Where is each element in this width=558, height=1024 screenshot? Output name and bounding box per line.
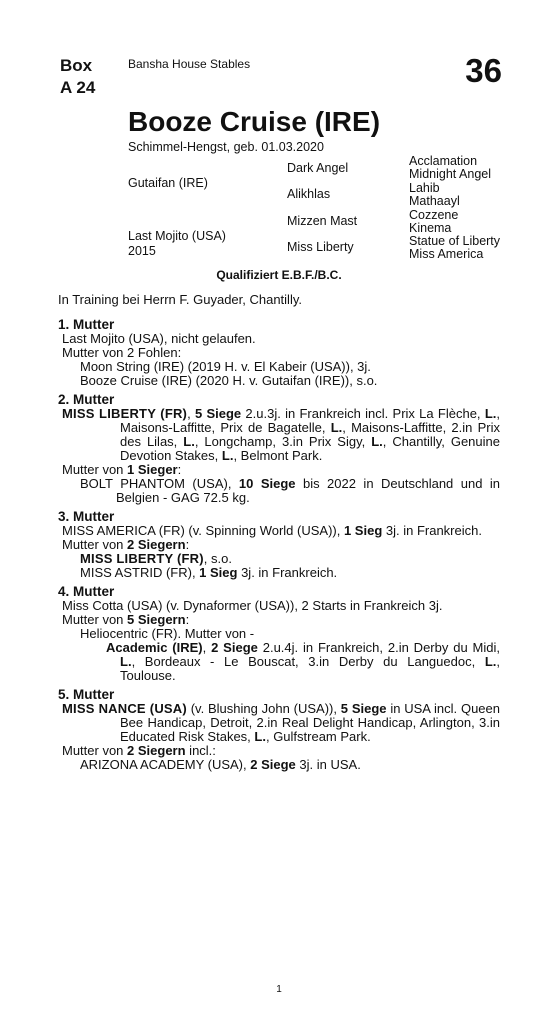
produce-entry: Academic (IRE), 2 Siege 2.u.4j. in Frankreich, 2.in Derby du Midi, L., Bordeaux - Le Bouscat, 3.in Derby du Languedoc, L., Toulouse. bbox=[106, 640, 500, 683]
fourth-dam-section bbox=[58, 585, 500, 683]
listed-marker: L. bbox=[221, 448, 234, 463]
pedigree-dam-sire: Mizzen Mast bbox=[287, 214, 358, 228]
fourth-dam-produce-header: Mutter von 5 Siegern: bbox=[62, 612, 190, 627]
stable-name: Bansha House Stables bbox=[128, 57, 251, 71]
listed-marker: L. bbox=[484, 654, 497, 669]
produce-entry: MISS ASTRID (FR), 1 Sieg 3j. in Frankreich. bbox=[80, 565, 338, 580]
dam-name: MISS LIBERTY (FR) bbox=[62, 406, 188, 421]
fifth-dam-title: 5. Mutter bbox=[58, 687, 115, 702]
fifth-dam-record: MISS NANCE (USA) (v. Blushing John (USA)), 5 Siege in USA incl. Queen Bee Handicap, Detroit, 2.in Real Delight Handicap, Arlington, 3.in Educated Risk Stakes, L., Gulfstream Park. bbox=[62, 701, 500, 744]
pedigree-g3: Lahib bbox=[409, 181, 440, 195]
box-number: A 24 bbox=[60, 78, 96, 97]
first-dam-section bbox=[58, 318, 500, 388]
produce-entry: BOLT PHANTOM (USA), 10 Siege bis 2022 in Deutschland und in Belgien - GAG 72.5 kg. bbox=[80, 476, 501, 505]
family-section bbox=[58, 293, 500, 772]
pedigree-g4: Mathaayl bbox=[409, 194, 460, 208]
pedigree-dam-dam: Miss Liberty bbox=[287, 240, 354, 254]
produce-entry: ARIZONA ACADEMY (USA), 2 Siege 3j. in USA. bbox=[80, 757, 361, 772]
second-dam-section bbox=[58, 393, 500, 505]
produce-entry: Booze Cruise (IRE) (2020 H. v. Gutaifan (IRE)), s.o. bbox=[80, 373, 378, 388]
first-dam-line: Last Mojito (USA), nicht gelaufen. bbox=[62, 331, 256, 346]
fourth-dam-record: Miss Cotta (USA) (v. Dynaformer (USA)), 2 Starts in Frankreich 3j. bbox=[62, 598, 443, 613]
second-dam-record: MISS LIBERTY (FR), 5 Siege 2.u.3j. in Frankreich incl. Prix La Flèche, L., Maisons-Laffitte, Prix de Bagatelle, L., Maisons-Laffitte, 2.in Prix des Lilas, L., Longchamp, 3.in Prix Sigy, L., Chantilly, Genuine Devotion Stakes, L., Belmont Park. bbox=[62, 406, 500, 463]
page-number: 1 bbox=[276, 984, 282, 995]
third-dam-produce-header: Mutter von 2 Siegern: bbox=[62, 537, 190, 552]
listed-marker: L. bbox=[371, 434, 383, 449]
box-info bbox=[60, 55, 95, 99]
listed-marker: L. bbox=[120, 654, 132, 669]
pedigree-g6: Kinema bbox=[409, 221, 452, 235]
produce-entry: Moon String (IRE) (2019 H. v. El Kabeir (USA)), 3j. bbox=[80, 359, 371, 374]
third-dam-section bbox=[58, 510, 500, 580]
listed-marker: L. bbox=[330, 420, 343, 435]
fourth-dam-title: 4. Mutter bbox=[58, 584, 115, 599]
pedigree-sire-dam: Alikhlas bbox=[287, 187, 331, 201]
produce-entry: MISS LIBERTY (FR), s.o. bbox=[80, 551, 232, 566]
first-dam-title: 1. Mutter bbox=[58, 317, 115, 332]
fifth-dam-section bbox=[58, 688, 500, 772]
wins-count: 5 Siege bbox=[194, 406, 242, 421]
pedigree-sire-sire: Dark Angel bbox=[287, 161, 349, 175]
first-dam-produce-header: Mutter von 2 Fohlen: bbox=[62, 345, 182, 360]
second-dam-title: 2. Mutter bbox=[58, 392, 115, 407]
listed-marker: L. bbox=[484, 406, 497, 421]
listed-marker: L. bbox=[254, 729, 266, 744]
second-dam-produce-header: Mutter von 1 Sieger: bbox=[62, 462, 182, 477]
listed-marker: L. bbox=[183, 434, 195, 449]
third-dam-record: MISS AMERICA (FR) (v. Spinning World (USA)), 1 Sieg 3j. in Frankreich. bbox=[62, 523, 482, 538]
horse-description: Schimmel-Hengst, geb. 01.03.2020 bbox=[128, 140, 324, 154]
fifth-dam-produce-header: Mutter von 2 Siegern incl.: bbox=[62, 743, 216, 758]
produce-entry: Heliocentric (FR). Mutter von - bbox=[80, 626, 255, 641]
pedigree-dam: Last Mojito (USA) bbox=[128, 229, 226, 243]
pedigree-g1: Acclamation bbox=[409, 154, 478, 168]
box-label: Box bbox=[60, 56, 93, 75]
pedigree-g7: Statue of Liberty bbox=[409, 234, 501, 248]
qualification-note: Qualifiziert E.B.F./B.C. bbox=[216, 268, 342, 282]
lot-number: 36 bbox=[465, 52, 502, 89]
pedigree-g5: Cozzene bbox=[409, 208, 459, 222]
training-note: In Training bei Herrn F. Guyader, Chantilly. bbox=[58, 292, 302, 307]
pedigree-sire: Gutaifan (IRE) bbox=[128, 176, 208, 190]
pedigree-g8: Miss America bbox=[409, 247, 484, 261]
horse-name: Booze Cruise (IRE) bbox=[128, 106, 381, 137]
pedigree-g2: Midnight Angel bbox=[409, 167, 492, 181]
third-dam-title: 3. Mutter bbox=[58, 509, 115, 524]
pedigree-dam-year: 2015 bbox=[128, 244, 156, 258]
